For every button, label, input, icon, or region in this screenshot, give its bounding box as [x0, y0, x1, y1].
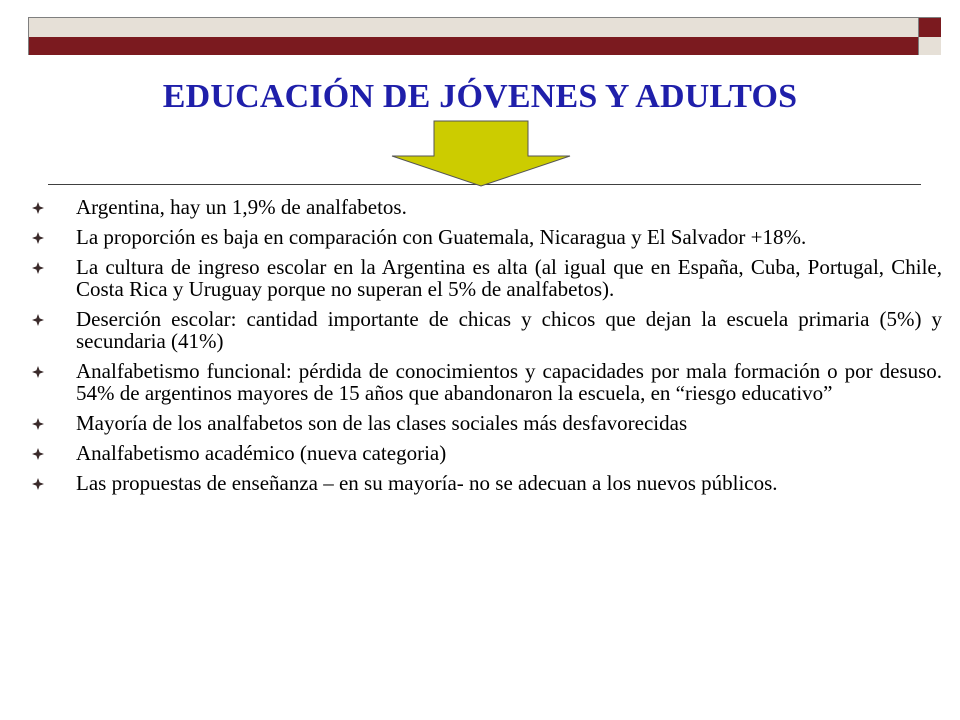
diamond-bullet-icon — [32, 366, 44, 378]
diamond-bullet-icon — [32, 448, 44, 460]
diamond-bullet-icon — [32, 314, 44, 326]
list-item — [30, 472, 942, 494]
bullet-text: Deserción escolar: cantidad importante de chicas y chicos que dejan la escuela primaria (5%) y secundaria (41%) — [76, 307, 942, 353]
bullet-text: Analfabetismo funcional: pérdida de conocimientos y capacidades por mala formación o por desuso. 54% de argentinos mayores de 15 años que abandonaron la escuela, en “riesgo educativo” — [76, 359, 942, 405]
list-item — [30, 360, 942, 404]
diamond-bullet-icon — [32, 202, 44, 214]
bullet-text: Las propuestas de enseñanza – en su mayoría- no se adecuan a los nuevos públicos. — [76, 471, 778, 495]
top-bar-corner-light — [918, 37, 941, 55]
top-bar-light-stripe — [29, 18, 940, 37]
top-decorative-bar — [28, 17, 941, 55]
diamond-bullet-icon — [32, 232, 44, 244]
diamond-bullet-icon — [32, 262, 44, 274]
down-arrow-icon — [388, 120, 574, 188]
bullet-text: Analfabetismo académico (nueva categoria) — [76, 441, 447, 465]
diamond-bullet-icon — [32, 418, 44, 430]
top-bar-dark-stripe — [29, 37, 940, 55]
list-item — [30, 196, 942, 218]
list-item — [30, 226, 942, 248]
bullet-list — [30, 196, 942, 502]
list-item — [30, 308, 942, 352]
bullet-text: La proporción es baja en comparación con Guatemala, Nicaragua y El Salvador +18%. — [76, 225, 807, 249]
diamond-bullet-icon — [32, 478, 44, 490]
top-bar-corner-dark — [918, 18, 941, 37]
bullet-text: Mayoría de los analfabetos son de las clases sociales más desfavorecidas — [76, 411, 688, 435]
list-item — [30, 256, 942, 300]
list-item — [30, 412, 942, 434]
list-item — [30, 442, 942, 464]
bullet-text: Argentina, hay un 1,9% de analfabetos. — [76, 195, 407, 219]
bullet-text: La cultura de ingreso escolar en la Argentina es alta (al igual que en España, Cuba, Portugal, Chile, Costa Rica y Uruguay porque no superan el 5% de analfabetos). — [76, 255, 942, 301]
slide-title: EDUCACIÓN DE JÓVENES Y ADULTOS — [162, 78, 798, 115]
